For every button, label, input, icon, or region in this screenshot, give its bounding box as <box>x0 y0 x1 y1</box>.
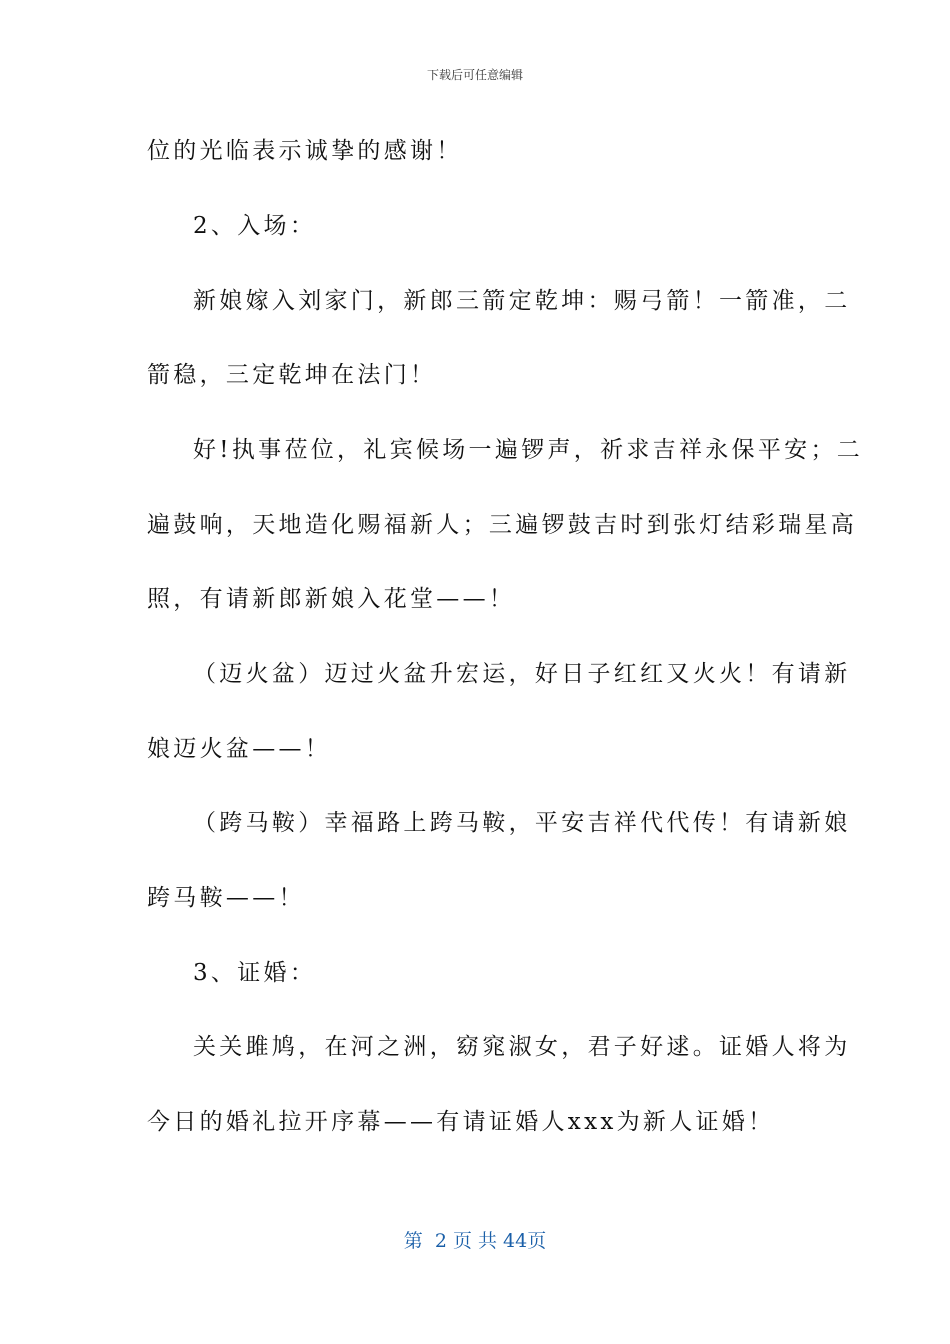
text-line: 娘迈火盆——！ <box>147 736 332 762</box>
text-line: 好!执事莅位，礼宾候场一遍锣声，祈求吉祥永保平安；二 <box>193 437 864 463</box>
text-line: 位的光临表示诚挚的感谢！ <box>147 138 463 164</box>
text-line: 新娘嫁入刘家门，新郎三箭定乾坤：赐弓箭！一箭准，二 <box>193 288 851 314</box>
text-line: （迈火盆）迈过火盆升宏运，好日子红红又火火！有请新 <box>193 661 851 687</box>
text-line: 跨马鞍——！ <box>147 885 305 911</box>
text-line: 关关雎鸠，在河之洲，窈窕淑女，君子好逑。证婚人将为 <box>193 1034 851 1060</box>
page-header: 下载后可任意编辑 <box>426 68 523 82</box>
text-line: 今日的婚礼拉开序幕——有请证婚人xxx为新人证婚！ <box>147 1109 775 1135</box>
page-number: 第 2 页 共 44页 <box>403 1230 547 1252</box>
text-line: 遍鼓响，天地造化赐福新人；三遍锣鼓吉时到张灯结彩瑞星高 <box>147 512 858 538</box>
text-line: 箭稳，三定乾坤在法门！ <box>147 362 437 388</box>
text-line: （跨马鞍）幸福路上跨马鞍，平安吉祥代代传！有请新娘 <box>193 810 851 836</box>
section-heading: 2、入场： <box>193 213 317 239</box>
text-line: 照，有请新郎新娘入花堂——！ <box>147 586 516 612</box>
section-heading: 3、证婚： <box>193 960 317 986</box>
